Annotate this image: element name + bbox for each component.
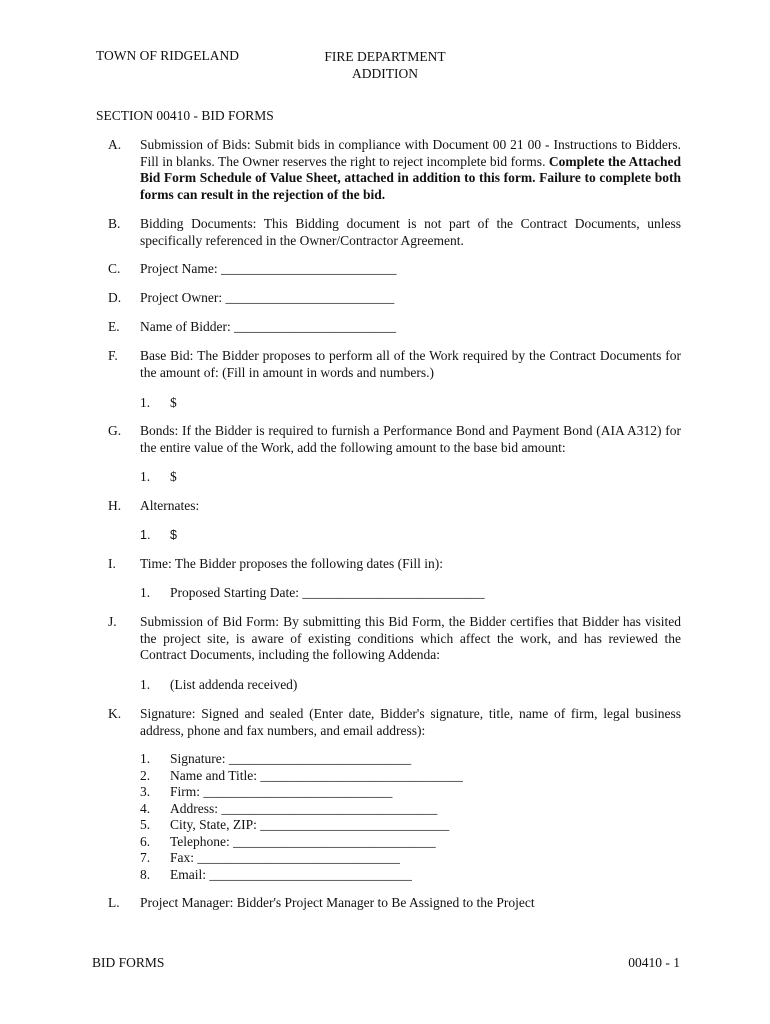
field-num: 2. xyxy=(140,767,151,783)
field-text: Name and Title: ______________________________ xyxy=(170,767,463,783)
field-num: 3. xyxy=(140,784,151,799)
header-center-line1: FIRE DEPARTMENT xyxy=(324,49,446,64)
item-b-letter: B. xyxy=(108,216,121,231)
item-h-sub-text: $ xyxy=(170,528,177,542)
proposed-start-date-field[interactable] xyxy=(140,585,485,602)
field-text: Email: ______________________________ xyxy=(170,866,412,882)
header-center-line2: ADDITION xyxy=(352,66,418,81)
item-e-letter: E. xyxy=(108,319,120,334)
item-a-plain: Submission of Bids: Submit bids in compliance with Document 00 21 00 - Instructions to Bidders. Fill in blanks. The Owner reserves the right to reject incomplete bid forms. xyxy=(140,137,681,169)
item-l-text: Project Manager: Bidder's Project Manager to Be Assigned to the Project xyxy=(140,895,535,910)
field-text: Firm: ____________________________ xyxy=(170,784,393,799)
item-g-letter: G. xyxy=(108,423,122,438)
field-text: City, State, ZIP: ____________________________ xyxy=(170,817,450,832)
telephone-field[interactable] xyxy=(140,834,436,851)
section-title: SECTION 00410 - BID FORMS xyxy=(96,108,274,123)
address-field[interactable] xyxy=(140,801,437,818)
field-num: 1. xyxy=(140,751,151,766)
header-left: TOWN OF RIDGELAND xyxy=(96,48,239,63)
base-bid-amount-field[interactable] xyxy=(140,395,177,412)
field-text: Telephone: ______________________________ xyxy=(170,833,436,849)
field-num: 6. xyxy=(140,833,151,849)
item-k-text: Signature: Signed and sealed (Enter date, Bidder's signature, title, name of firm, legal business address, phone and fax numbers, and email address): xyxy=(140,706,681,738)
city-state-zip-field[interactable] xyxy=(140,817,449,834)
item-i-text: Time: The Bidder proposes the following dates (Fill in): xyxy=(140,556,443,571)
item-l-letter: L. xyxy=(108,895,120,910)
item-g-text: Bonds: If the Bidder is required to furnish a Performance Bond and Payment Bond (AIA A312) for the entire value of the Work, add the following amount to the base bid amount: xyxy=(140,423,681,455)
field-num: 8. xyxy=(140,866,151,882)
item-j-sub-num: 1. xyxy=(140,677,151,692)
item-f-sub-num: 1. xyxy=(140,395,151,410)
item-i-sub-text: Proposed Starting Date: ___________________________ xyxy=(170,585,485,600)
item-h-letter: H. xyxy=(108,498,122,513)
field-text: Fax: ______________________________ xyxy=(170,850,400,865)
email-field[interactable] xyxy=(140,867,412,884)
project-owner-field[interactable]: Project Owner: _________________________ xyxy=(140,290,395,305)
item-d-letter: D. xyxy=(108,290,122,305)
field-text: Address: ________________________________ xyxy=(170,800,438,816)
item-j-text: Submission of Bid Form: By submitting this Bid Form, the Bidder certifies that Bidder has visited the project site, is aware of existing conditions which affect the work, and has reviewed the Contract Documents, including the following Addenda: xyxy=(140,614,681,662)
signature-field[interactable] xyxy=(140,751,411,768)
item-j-sub-text: (List addenda received) xyxy=(170,677,298,692)
item-f-sub-text: $ xyxy=(170,395,177,410)
firm-field[interactable] xyxy=(140,784,392,801)
item-h-text: Alternates: xyxy=(140,498,200,513)
field-num: 4. xyxy=(140,800,151,816)
header-center xyxy=(300,48,470,82)
item-g-sub-num: 1. xyxy=(140,469,151,484)
name-title-field[interactable] xyxy=(140,768,463,785)
item-b-text: Bidding Documents: This Bidding document is not part of the Contract Documents, unless specifically referenced in the Owner/Contractor Agreement. xyxy=(140,216,681,248)
bidder-name-field[interactable]: Name of Bidder: ________________________ xyxy=(140,319,397,334)
project-name-field[interactable]: Project Name: __________________________ xyxy=(140,261,397,276)
item-c-letter: C. xyxy=(108,261,121,276)
field-text: Signature: ___________________________ xyxy=(170,751,412,766)
alternates-amount-field[interactable] xyxy=(140,527,177,544)
item-i-sub-num: 1. xyxy=(140,585,151,600)
field-num: 5. xyxy=(140,817,151,832)
bond-amount-field[interactable] xyxy=(140,469,177,486)
item-j-letter: J. xyxy=(108,614,117,629)
item-g-sub-text: $ xyxy=(170,469,177,484)
item-i-letter: I. xyxy=(108,556,116,571)
field-num: 7. xyxy=(140,850,151,865)
item-h-sub-num: 1. xyxy=(140,528,151,542)
addenda-field[interactable] xyxy=(140,677,297,694)
item-a-letter: A. xyxy=(108,137,122,152)
item-f-text: Base Bid: The Bidder proposes to perform all of the Work required by the Contract Documents for the amount of: (Fill in amount in words and numbers.) xyxy=(140,348,681,380)
footer-page-number: 00410 - 1 xyxy=(628,955,680,970)
item-a-text xyxy=(140,137,681,203)
footer-left: BID FORMS xyxy=(92,955,165,970)
item-k-letter: K. xyxy=(108,706,122,721)
item-a-bold: Complete the Attached Bid Form Schedule of Value Sheet, attached in addition to this form. Failure to complete both forms can result in the rejection of the bid. xyxy=(140,153,681,202)
fax-field[interactable] xyxy=(140,850,400,867)
item-f-letter: F. xyxy=(108,348,118,363)
